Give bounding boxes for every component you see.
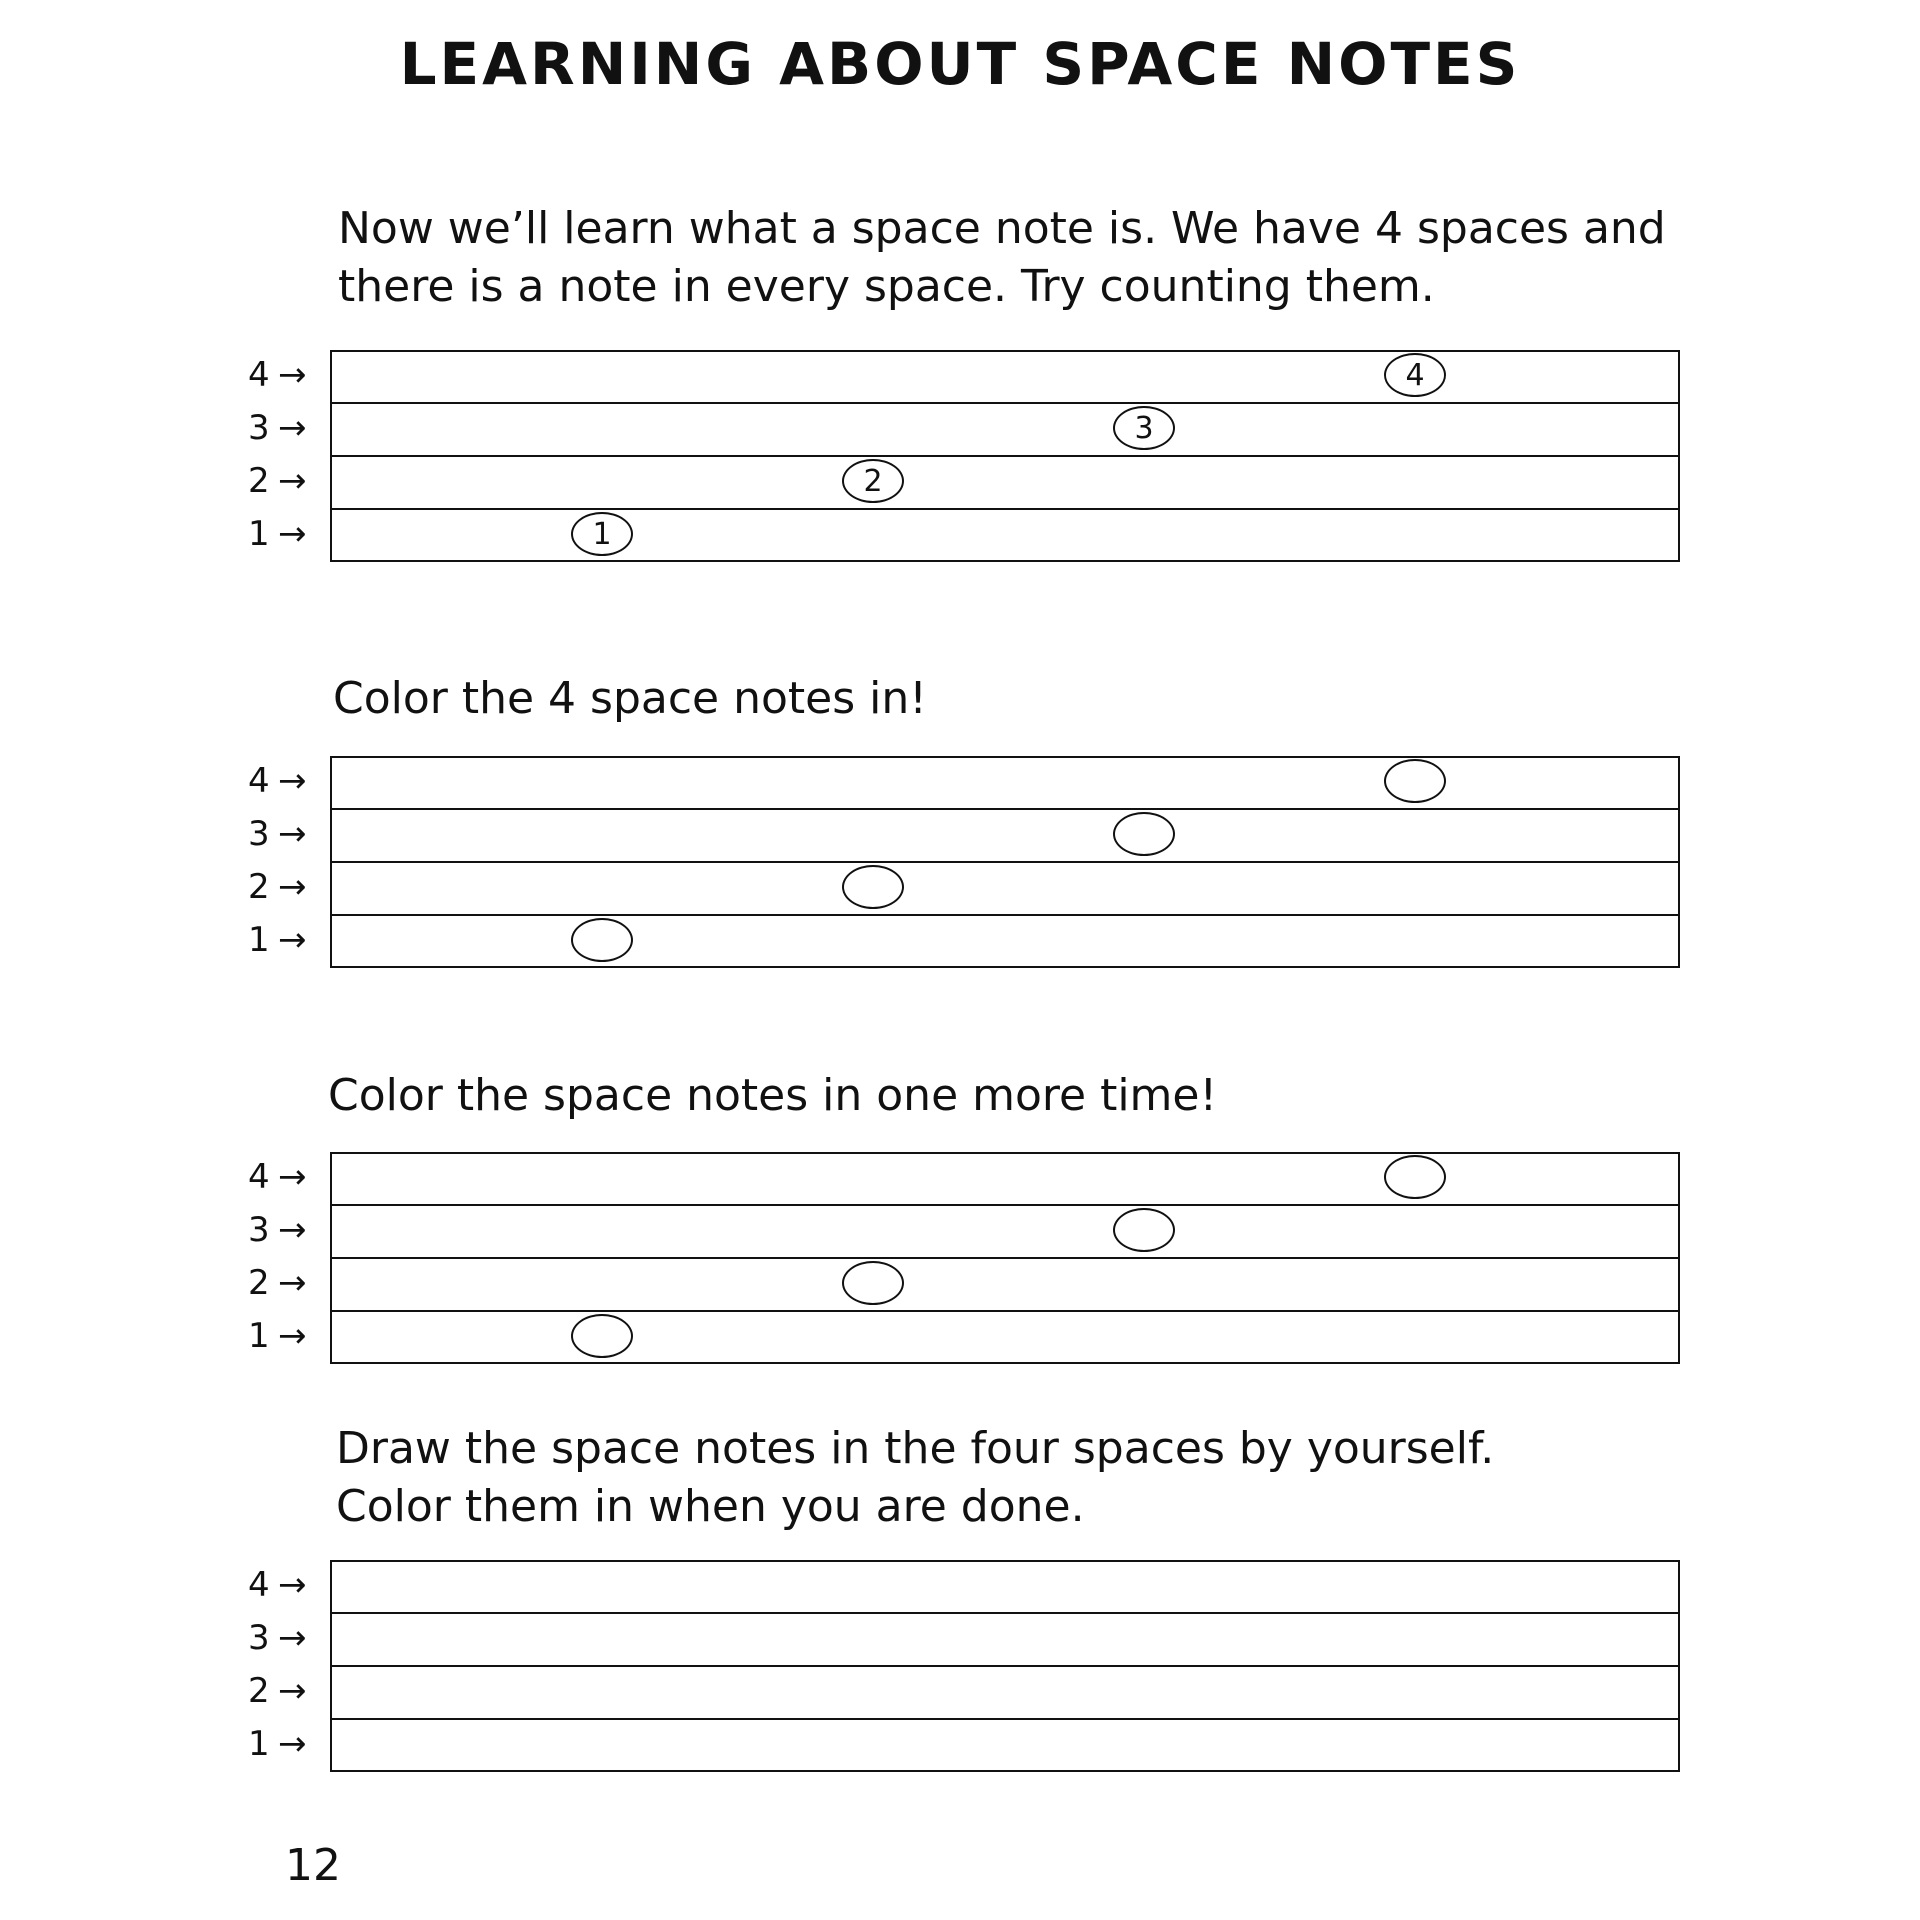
staff-draw[interactable] bbox=[248, 1560, 1680, 1772]
staff-line bbox=[330, 1204, 1680, 1206]
right-arrow-icon: → bbox=[278, 1671, 307, 1711]
right-arrow-icon: → bbox=[278, 461, 307, 501]
space-label-4: 4 → bbox=[248, 761, 307, 801]
space-label-2: 2 → bbox=[248, 867, 307, 907]
staff-line bbox=[330, 1665, 1680, 1667]
space-note-3[interactable] bbox=[1113, 812, 1175, 856]
page-title: LEARNING ABOUT SPACE NOTES bbox=[399, 30, 1521, 98]
right-arrow-icon: → bbox=[278, 1316, 307, 1356]
right-arrow-icon: → bbox=[278, 1157, 307, 1197]
space-label-3: 3 → bbox=[248, 1210, 307, 1250]
intro-line-2: there is a note in every space. Try counting them. bbox=[338, 261, 1435, 312]
staff-line bbox=[330, 1310, 1680, 1312]
space-label-2: 2 → bbox=[248, 1671, 307, 1711]
space-label-4: 4 → bbox=[248, 355, 307, 395]
right-arrow-icon: → bbox=[278, 761, 307, 801]
space-label-2: 2 → bbox=[248, 461, 307, 501]
right-arrow-icon: → bbox=[278, 1263, 307, 1303]
space-label-3: 3 → bbox=[248, 1618, 307, 1658]
instruction-color-again: Color the space notes in one more time! bbox=[328, 1070, 1218, 1121]
space-label-1: 1 → bbox=[248, 1316, 307, 1356]
right-arrow-icon: → bbox=[278, 1210, 307, 1250]
right-arrow-icon: → bbox=[278, 920, 307, 960]
space-note-2[interactable] bbox=[842, 865, 904, 909]
space-note-3: 3 bbox=[1113, 406, 1175, 450]
space-note-1[interactable] bbox=[571, 1314, 633, 1358]
space-note-2: 2 bbox=[842, 459, 904, 503]
space-note-2[interactable] bbox=[842, 1261, 904, 1305]
right-arrow-icon: → bbox=[278, 514, 307, 554]
right-arrow-icon: → bbox=[278, 814, 307, 854]
staff-line bbox=[330, 1612, 1680, 1614]
space-note-3[interactable] bbox=[1113, 1208, 1175, 1252]
right-arrow-icon: → bbox=[278, 867, 307, 907]
staff-line bbox=[330, 861, 1680, 863]
space-note-4[interactable] bbox=[1384, 1155, 1446, 1199]
space-note-1: 1 bbox=[571, 512, 633, 556]
instruction-draw-line-1: Draw the space notes in the four spaces by yourself. bbox=[336, 1423, 1495, 1474]
right-arrow-icon: → bbox=[278, 355, 307, 395]
instruction-draw-line-2: Color them in when you are done. bbox=[336, 1481, 1085, 1532]
staff-line bbox=[330, 402, 1680, 404]
staff-line bbox=[330, 455, 1680, 457]
staff-line bbox=[330, 914, 1680, 916]
right-arrow-icon: → bbox=[278, 1724, 307, 1764]
right-arrow-icon: → bbox=[278, 1565, 307, 1605]
space-note-4: 4 bbox=[1384, 353, 1446, 397]
staff-line bbox=[330, 508, 1680, 510]
staff-line bbox=[330, 1257, 1680, 1259]
space-label-3: 3 → bbox=[248, 408, 307, 448]
space-label-2: 2 → bbox=[248, 1263, 307, 1303]
right-arrow-icon: → bbox=[278, 408, 307, 448]
staff-line bbox=[330, 808, 1680, 810]
space-label-1: 1 → bbox=[248, 1724, 307, 1764]
space-label-4: 4 → bbox=[248, 1157, 307, 1197]
space-label-1: 1 → bbox=[248, 514, 307, 554]
staff-color-1 bbox=[248, 756, 1680, 968]
staff-example bbox=[248, 350, 1680, 562]
intro-line-1: Now we’ll learn what a space note is. We have 4 spaces and bbox=[338, 203, 1666, 254]
space-label-4: 4 → bbox=[248, 1565, 307, 1605]
space-label-1: 1 → bbox=[248, 920, 307, 960]
page-number: 12 bbox=[285, 1840, 341, 1891]
staff-color-2 bbox=[248, 1152, 1680, 1364]
staff-line bbox=[330, 1718, 1680, 1720]
instruction-color: Color the 4 space notes in! bbox=[333, 673, 927, 724]
space-note-4[interactable] bbox=[1384, 759, 1446, 803]
right-arrow-icon: → bbox=[278, 1618, 307, 1658]
space-label-3: 3 → bbox=[248, 814, 307, 854]
space-note-1[interactable] bbox=[571, 918, 633, 962]
